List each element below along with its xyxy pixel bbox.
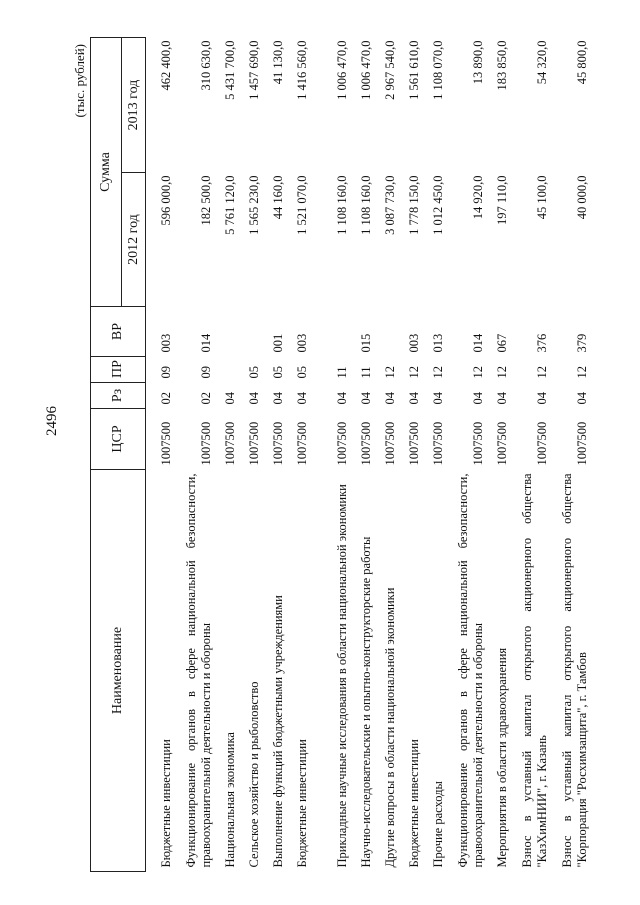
row-amount-2013: 1 006 470,0 (359, 40, 373, 100)
row-amount-2012: 1 521 070,0 (295, 175, 309, 235)
row-amount-2012: 44 160,0 (271, 175, 285, 220)
row-pr: 05 (271, 366, 285, 379)
page-number: 2496 (44, 406, 60, 436)
row-pr: 12 (471, 366, 485, 379)
row-amount-2012: 45 100,0 (535, 175, 549, 220)
row-vr: 014 (471, 333, 485, 353)
budget-table (90, 37, 590, 872)
row-name: Национальная экономика (223, 732, 237, 868)
table-row (262, 38, 286, 872)
row-vr (214, 307, 238, 357)
row-vr: 014 (199, 333, 213, 353)
row-pr: 12 (535, 366, 549, 379)
row-name: Функционирование органов в сфере национальной безопасности, правоохранительной деятельности и обороны (456, 473, 485, 868)
row-vr: 376 (535, 333, 549, 353)
unit-label: (тыс. рублей) (72, 44, 87, 118)
row-amount-2012: 1 108 160,0 (359, 175, 373, 235)
row-csr: 1007500 (407, 421, 421, 466)
row-name: Бюджетные инвестиции (295, 739, 309, 868)
table-row (214, 38, 238, 872)
row-pr: 11 (359, 366, 373, 379)
row-pr: 12 (495, 366, 509, 379)
row-name: Прочие расходы (431, 781, 445, 868)
row-vr: 013 (431, 333, 445, 353)
row-rz: 04 (335, 392, 349, 405)
row-amount-2013: 54 320,0 (535, 40, 549, 85)
table-row (238, 38, 262, 872)
row-pr: 09 (199, 366, 213, 379)
row-name: Бюджетные инвестиции (407, 739, 421, 868)
row-name: Научно-исследовательские и опытно-конструкторские работы (359, 536, 373, 868)
row-pr: 05 (247, 366, 261, 379)
row-rz: 04 (383, 392, 397, 405)
row-csr: 1007500 (223, 421, 237, 466)
row-pr: 12 (407, 366, 421, 379)
row-vr: 001 (271, 333, 285, 353)
table-row (146, 38, 175, 872)
table-header (91, 38, 146, 872)
row-amount-2013: 1 006 470,0 (335, 40, 349, 100)
row-name: Взнос в уставный капитал открытого акционерного общества "Корпорация "Росхимзащита", г. Тамбов (560, 473, 589, 868)
row-amount-2013: 2 967 540,0 (383, 40, 397, 100)
row-csr: 1007500 (335, 421, 349, 466)
row-amount-2013: 41 130,0 (271, 40, 285, 85)
table-row (446, 38, 486, 872)
row-vr: 003 (159, 333, 173, 353)
row-amount-2012: 1 565 230,0 (247, 175, 261, 235)
row-amount-2012: 1 108 160,0 (335, 175, 349, 235)
row-amount-2013: 1 561 610,0 (407, 40, 421, 100)
row-csr: 1007500 (535, 421, 549, 466)
row-rz: 04 (535, 392, 549, 405)
row-amount-2012: 14 920,0 (471, 175, 485, 220)
row-pr: 11 (335, 366, 349, 379)
row-amount-2013: 45 800,0 (575, 40, 589, 85)
row-rz: 04 (295, 392, 309, 405)
row-amount-2013: 1 457 690,0 (247, 40, 261, 100)
row-vr: 003 (295, 333, 309, 353)
header-rz: Рз (91, 383, 146, 409)
row-amount-2012: 1 778 150,0 (407, 175, 421, 235)
row-csr: 1007500 (471, 421, 485, 466)
row-rz: 04 (223, 392, 237, 405)
row-amount-2012: 596 000,0 (159, 175, 173, 226)
row-rz: 04 (271, 392, 285, 405)
row-csr: 1007500 (159, 421, 173, 466)
row-pr (214, 357, 238, 383)
row-rz: 04 (575, 392, 589, 405)
table-row (486, 38, 510, 872)
row-amount-2013: 1 108 070,0 (431, 40, 445, 100)
row-name: Сельское хозяйство и рыболовство (247, 681, 261, 868)
row-csr: 1007500 (199, 421, 213, 466)
row-amount-2013: 310 630,0 (199, 40, 213, 91)
row-pr: 05 (295, 366, 309, 379)
row-pr: 12 (383, 366, 397, 379)
header-2013: 2013 год (122, 38, 146, 173)
row-vr: 003 (407, 333, 421, 353)
row-amount-2012: 3 087 730,0 (383, 175, 397, 235)
rotated-page (72, 38, 589, 872)
row-vr (310, 307, 350, 357)
table-row (398, 38, 422, 872)
row-csr: 1007500 (495, 421, 509, 466)
table-row (310, 38, 350, 872)
row-rz: 02 (159, 392, 173, 405)
table-row (350, 38, 374, 872)
row-vr: 067 (495, 333, 509, 353)
header-2012: 2012 год (122, 173, 146, 307)
row-amount-2013: 13 890,0 (471, 40, 485, 85)
table-row (174, 38, 214, 872)
row-csr: 1007500 (247, 421, 261, 466)
header-vr: ВР (91, 307, 146, 357)
row-csr: 1007500 (271, 421, 285, 466)
row-amount-2012: 197 110,0 (495, 175, 509, 226)
row-pr: 12 (431, 366, 445, 379)
table-row (286, 38, 310, 872)
table-row (510, 38, 550, 872)
row-rz: 04 (431, 392, 445, 405)
header-pr: ПР (91, 357, 146, 383)
row-amount-2013: 1 416 560,0 (295, 40, 309, 100)
row-csr: 1007500 (295, 421, 309, 466)
row-vr (238, 307, 262, 357)
table-row (422, 38, 446, 872)
row-amount-2012: 5 761 120,0 (223, 175, 237, 235)
row-csr: 1007500 (383, 421, 397, 466)
row-name: Функционирование органов в сфере национальной безопасности, правоохранительной деятельности и обороны (184, 473, 213, 868)
table-body (146, 38, 591, 872)
row-amount-2013: 462 400,0 (159, 40, 173, 91)
row-pr: 09 (159, 366, 173, 379)
row-vr: 379 (575, 333, 589, 353)
row-amount-2013: 5 431 700,0 (223, 40, 237, 100)
row-rz: 04 (495, 392, 509, 405)
row-name: Другие вопросы в области национальной экономики (383, 587, 397, 868)
row-csr: 1007500 (575, 421, 589, 466)
table-row (550, 38, 590, 872)
row-name: Взнос в уставный капитал открытого акционерного общества "КазХимНИИ", г. Казань (520, 473, 549, 868)
row-rz: 04 (359, 392, 373, 405)
row-amount-2012: 40 000,0 (575, 175, 589, 220)
row-name: Выполнение функций бюджетными учреждениями (271, 595, 285, 868)
header-csr: ЦСР (91, 409, 146, 470)
table-row (374, 38, 398, 872)
row-name: Прикладные научные исследования в области национальной экономики (335, 484, 349, 868)
row-csr: 1007500 (431, 421, 445, 466)
row-rz: 02 (199, 392, 213, 405)
row-pr: 12 (575, 366, 589, 379)
row-name: Бюджетные инвестиции (159, 739, 173, 868)
header-name: Наименование (91, 470, 146, 872)
row-amount-2012: 1 012 450,0 (431, 175, 445, 235)
row-rz: 04 (407, 392, 421, 405)
row-amount-2013: 183 850,0 (495, 40, 509, 91)
row-name: Мероприятия в области здравоохранения (495, 647, 509, 868)
row-rz: 04 (247, 392, 261, 405)
row-rz: 04 (471, 392, 485, 405)
row-csr: 1007500 (359, 421, 373, 466)
header-sum: Сумма (91, 38, 122, 307)
row-vr: 015 (359, 333, 373, 353)
row-vr (374, 307, 398, 357)
row-amount-2012: 182 500,0 (199, 175, 213, 226)
